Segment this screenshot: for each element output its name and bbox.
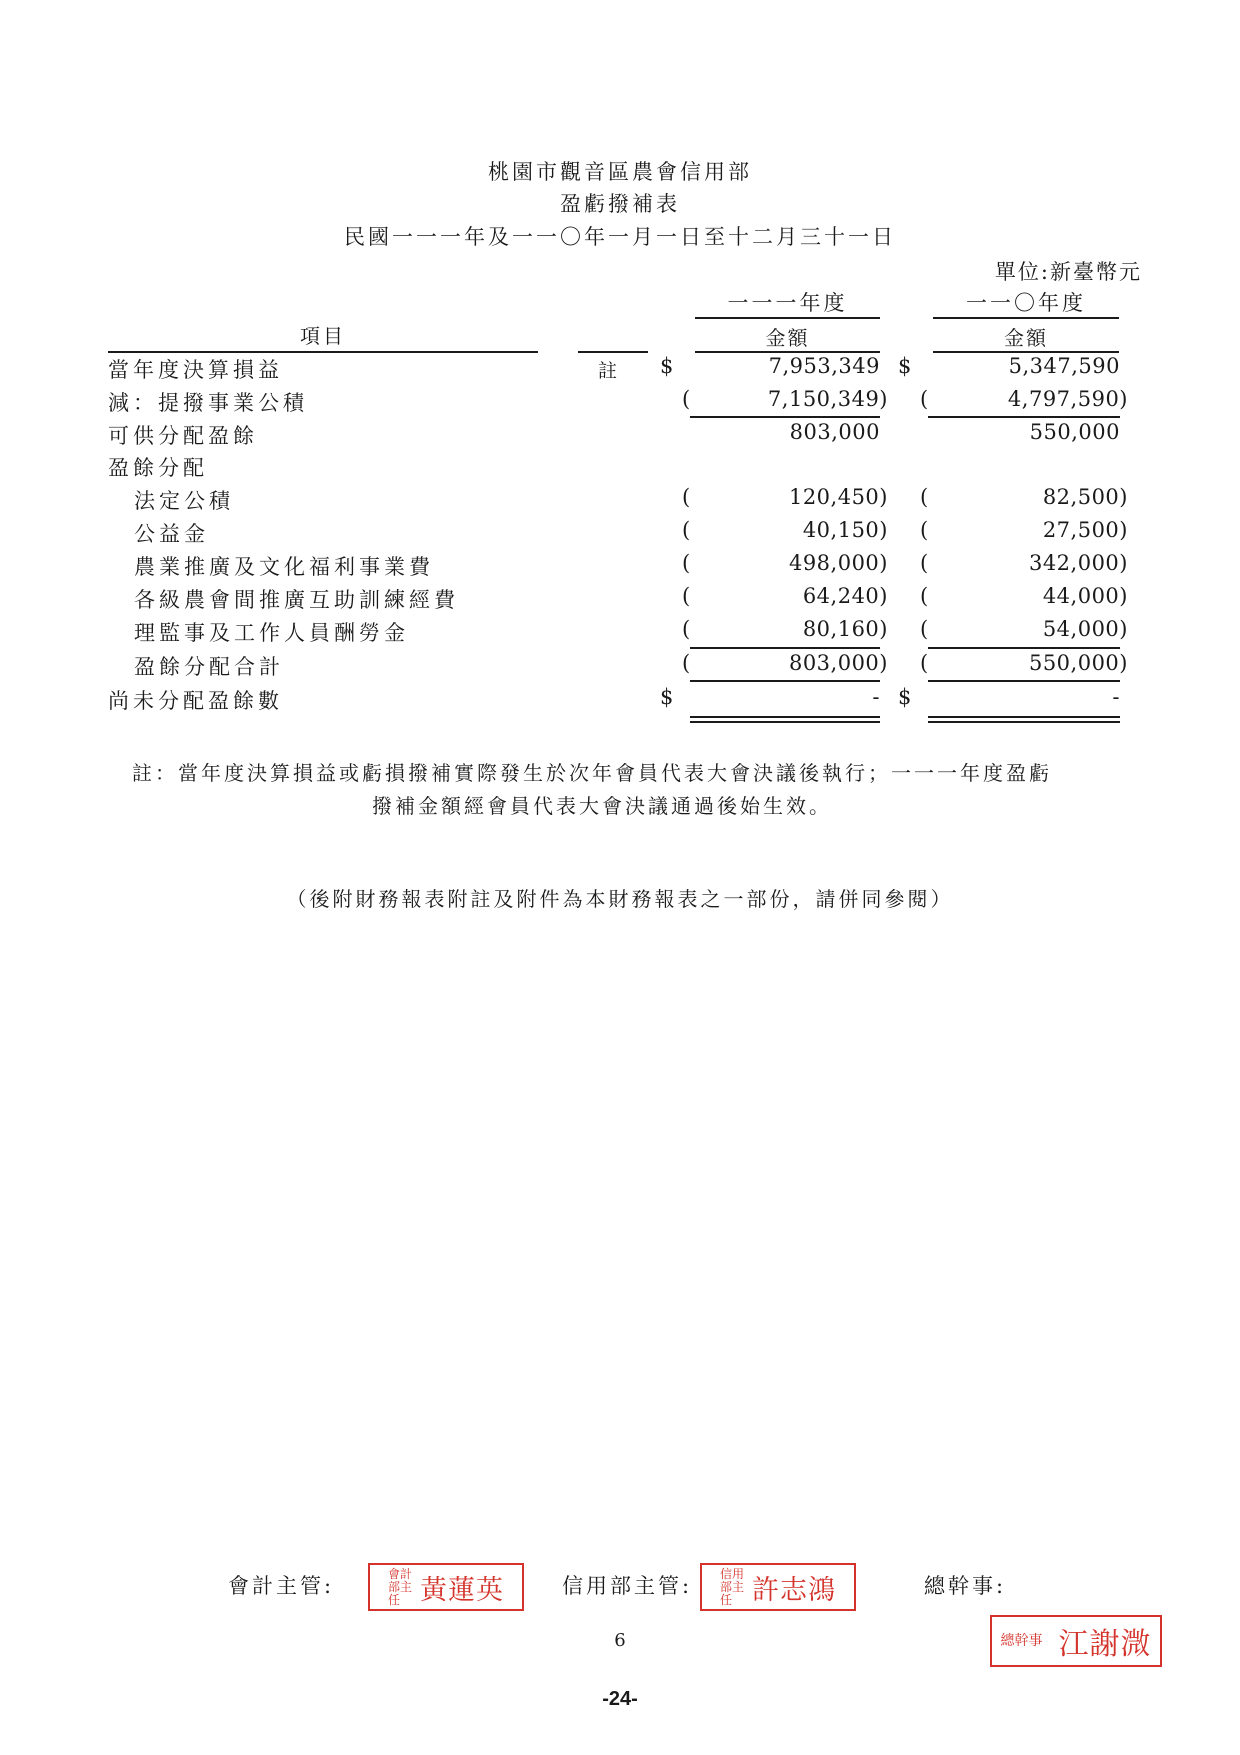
total-rule (690, 680, 880, 682)
accounting-supervisor-stamp (368, 1563, 524, 1611)
paren-open: ( (682, 584, 691, 608)
subtotal-rule (690, 647, 880, 649)
paren-open: ( (682, 617, 691, 641)
amount-110: 82,500) (1042, 485, 1128, 509)
item-column-header: 項目 (300, 324, 346, 348)
paren-open: ( (920, 518, 929, 542)
stamp-name: 黃蓮英 (420, 1574, 504, 1606)
amount-110: 342,000) (1028, 551, 1128, 575)
amount-111: 803,000 (789, 420, 880, 444)
stamp-title: 總幹事 (1000, 1633, 1043, 1649)
paren-open: ( (920, 651, 929, 675)
amount-110: - (1112, 685, 1120, 709)
table-row-label: 尚未分配盈餘數 (108, 689, 283, 713)
amount-111: 64,240) (802, 584, 888, 608)
stamp-name: 許志鴻 (752, 1574, 836, 1606)
amount-111: 803,000) (788, 651, 888, 675)
note-reference: 註 (598, 360, 620, 382)
paren-open: ( (920, 485, 929, 509)
amount-110: 27,500) (1042, 518, 1128, 542)
year-111-header: 一一一年度 (727, 291, 848, 315)
amount-111: 80,160) (802, 617, 888, 641)
paren-open: ( (682, 551, 691, 575)
note-header-rule (578, 351, 648, 353)
amount-111: 7,150,349) (767, 387, 888, 411)
credit-supervisor-label: 信用部主管: (562, 1574, 693, 1598)
accounting-supervisor-label: 會計主管: (228, 1574, 335, 1598)
currency-unit: 單位:新臺幣元 (994, 260, 1142, 284)
table-row-label: 當年度決算損益 (108, 358, 283, 382)
table-row-label: 可供分配盈餘 (108, 424, 258, 448)
subtotal-rule (928, 647, 1120, 649)
subtotal-rule (928, 416, 1120, 418)
double-rule-bottom (928, 721, 1120, 723)
amount-111-header-rule (695, 351, 880, 353)
stamp-name: 江謝溦 (1058, 1627, 1152, 1662)
amount-111: - (872, 685, 880, 709)
stamp-title: 會計部主任 (388, 1566, 413, 1607)
table-row-label: 農業推廣及文化福利事業費 (134, 555, 434, 579)
table-row-label: 公益金 (134, 522, 209, 546)
amount-110: 54,000) (1042, 617, 1128, 641)
dollar-sign: $ (898, 685, 912, 709)
double-rule-top (928, 716, 1120, 718)
reference-note: （後附財務報表附註及附件為本財務報表之一部份，請併同參閱） (286, 887, 954, 911)
paren-open: ( (920, 617, 929, 641)
org-name: 桃園市觀音區農會信用部 (488, 160, 752, 184)
amount-110: 550,000 (1029, 420, 1120, 444)
amount-110: 5,347,590 (1008, 354, 1120, 378)
table-row-label: 各級農會間推廣互助訓練經費 (134, 588, 459, 612)
double-rule-bottom (690, 721, 880, 723)
paren-open: ( (682, 387, 691, 411)
paren-open: ( (920, 387, 929, 411)
report-title: 盈虧撥補表 (560, 192, 680, 216)
amount-111: 7,953,349 (768, 354, 880, 378)
double-rule-top (690, 716, 880, 718)
stamp-title: 信用部主任 (720, 1566, 745, 1607)
paren-open: ( (682, 518, 691, 542)
year-111-rule (695, 317, 880, 319)
amount-111: 40,150) (802, 518, 888, 542)
amount-110-header: 金額 (1004, 326, 1048, 350)
amount-110: 4,797,590) (1007, 387, 1128, 411)
section-label: 盈餘分配 (108, 456, 208, 480)
page-number-outer: -24- (602, 1688, 638, 1710)
amount-110: 44,000) (1042, 584, 1128, 608)
paren-open: ( (682, 485, 691, 509)
report-period: 民國一一一年及一一〇年一月一日至十二月三十一日 (344, 225, 896, 249)
paren-open: ( (920, 551, 929, 575)
year-110-rule (933, 317, 1119, 319)
paren-open: ( (920, 584, 929, 608)
total-rule (928, 680, 1120, 682)
subtotal-rule (690, 416, 880, 418)
dollar-sign: $ (898, 354, 912, 378)
amount-110-header-rule (933, 351, 1119, 353)
footnote-line-2: 撥補金額經會員代表大會決議通過後始生效。 (372, 794, 832, 818)
year-110-header: 一一〇年度 (966, 291, 1086, 315)
amount-111: 498,000) (788, 551, 888, 575)
amount-110: 550,000) (1028, 651, 1128, 675)
amount-111: 120,450) (788, 485, 888, 509)
dollar-sign: $ (660, 354, 674, 378)
table-row-label: 理監事及工作人員酬勞金 (134, 621, 409, 645)
page-number-inner: 6 (614, 1630, 626, 1651)
table-row-label: 盈餘分配合計 (134, 655, 284, 679)
footnote-line-1: 註：當年度決算損益或虧損撥補實際發生於次年會員代表大會決議後執行；一一一年度盈虧 (132, 761, 1052, 785)
amount-111-header: 金額 (765, 326, 810, 350)
credit-supervisor-stamp (700, 1563, 856, 1611)
general-manager-label: 總幹事: (924, 1574, 1007, 1598)
dollar-sign: $ (660, 685, 674, 709)
table-row-label: 法定公積 (134, 489, 234, 513)
table-row-label: 減：提撥事業公積 (108, 391, 308, 415)
item-header-rule (108, 351, 538, 353)
paren-open: ( (682, 651, 691, 675)
